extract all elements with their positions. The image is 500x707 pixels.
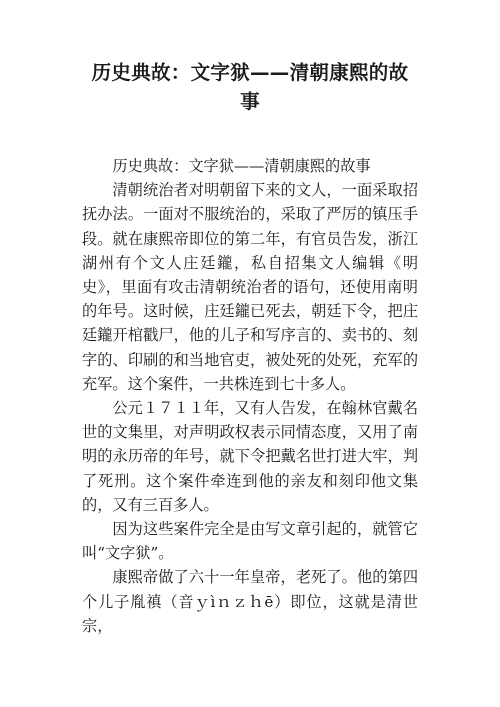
document-title: 历史典故：文字狱——清朝康熙的故事 [91,61,409,113]
document-body [82,154,418,638]
paragraph-2: 公元１７１１年，又有人告发，在翰林官戴名世的文集里，对声明政权表示同情态度，又用了南明的永历帝的年号，就下令把戴名世打进大牢，判了死刑。这个案件牵连到他的亲友和刻印他文集的，又有三百多人。 [82,399,418,514]
paragraph-1: 清朝统治者对明朝留下来的文人，一面采取招抚办法。一面对不服统治的，采取了严厉的镇压手段。就在康熙帝即位的第二年，有官员告发，浙江湖州有个文人庄廷鑨，私自招集文人编辑《明史》，里面有攻击清朝统治者的语句，还使用南明的年号。这时候，庄廷鑨已死去，朝廷下令，把庄廷鑨开棺戳尸，他的儿子和写序言的、卖书的、刻字的、印刷的和当地官吏，被处死的处死，充军的充军。这个案件，一共株连到七十多人。 [82,181,418,393]
paragraph-3: 因为这些案件完全是由写文章引起的，就管它叫“文字狱”。 [82,520,418,563]
paragraph-4: 康熙帝做了六十一年皇帝，老死了。他的第四个儿子胤禛（音ｙìｎｚｈē）即位，这就是清世宗， [82,568,418,635]
paragraph-subtitle: 历史典故：文字狱——清朝康熙的故事 [112,157,371,175]
